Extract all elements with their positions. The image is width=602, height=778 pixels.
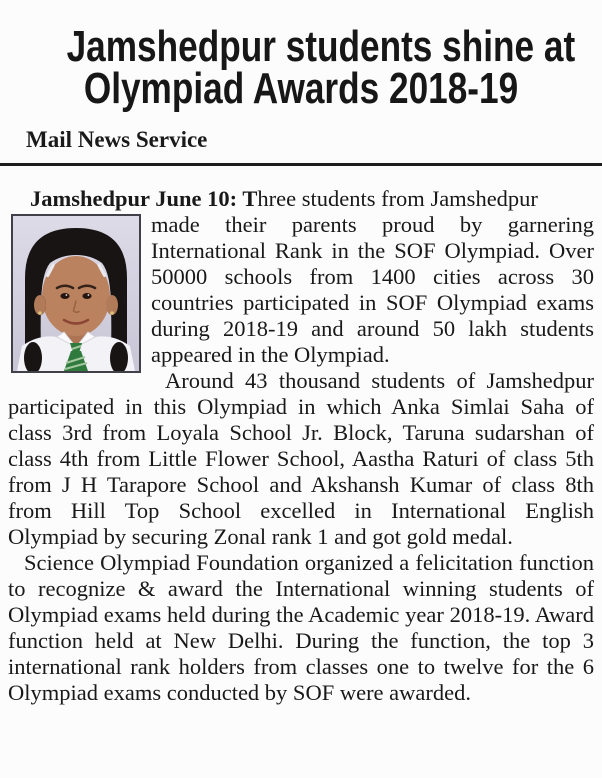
- paragraph-3: Science Olympiad Foundation organized a felicitation function to recognize & award the International winning students of Olympiad exams held during the Academic year 2018-19. Award function held at New Delhi. During the function, the top 3 international rank holders from classes one to twelve for the 6 Olympiad exams conducted by SOF were awarded.: [8, 550, 594, 705]
- newspaper-clipping: [0, 22, 602, 706]
- headline-line-2: Olympiad Awards 2018-19: [83, 64, 519, 113]
- paragraph-2: Around 43 thousand students of Jamshedpur participated in this Olympiad in which Anka Simlai Saha of class 3rd from Loyala School Jr. Block, Taruna sudarshan of class 4th from Little Flower School, Aastha Raturi of class 5th from J H Tarapore School and Akshansh Kumar of class 8th from Hill Top School excelled in International English Olympiad by securing Zonal rank 1 and got gold medal.: [8, 368, 594, 549]
- byline: Mail News Service: [26, 127, 208, 152]
- student-photo: [11, 214, 141, 373]
- article-headline: [8, 22, 594, 113]
- divider-rule: [0, 163, 602, 166]
- headline-line-1: Jamshedpur students shine at: [66, 22, 576, 71]
- paragraph-1-continued: made their parents proud by garnering International Rank in the SOF Olympiad. Over 50000 schools from 1400 cities across 30 countries participated in SOF Olympiad exams during 2018-19 and around 50 lakh students appeared in the Olympiad.: [151, 212, 594, 367]
- student-portrait-illustration: [13, 216, 139, 371]
- paragraph-1-lead-rest: hree students from Jamshedpur: [257, 186, 538, 211]
- paragraph-1-lead-line: [8, 186, 594, 212]
- article-body: [8, 186, 594, 706]
- dateline: Jamshedpur June 10: T: [30, 186, 258, 211]
